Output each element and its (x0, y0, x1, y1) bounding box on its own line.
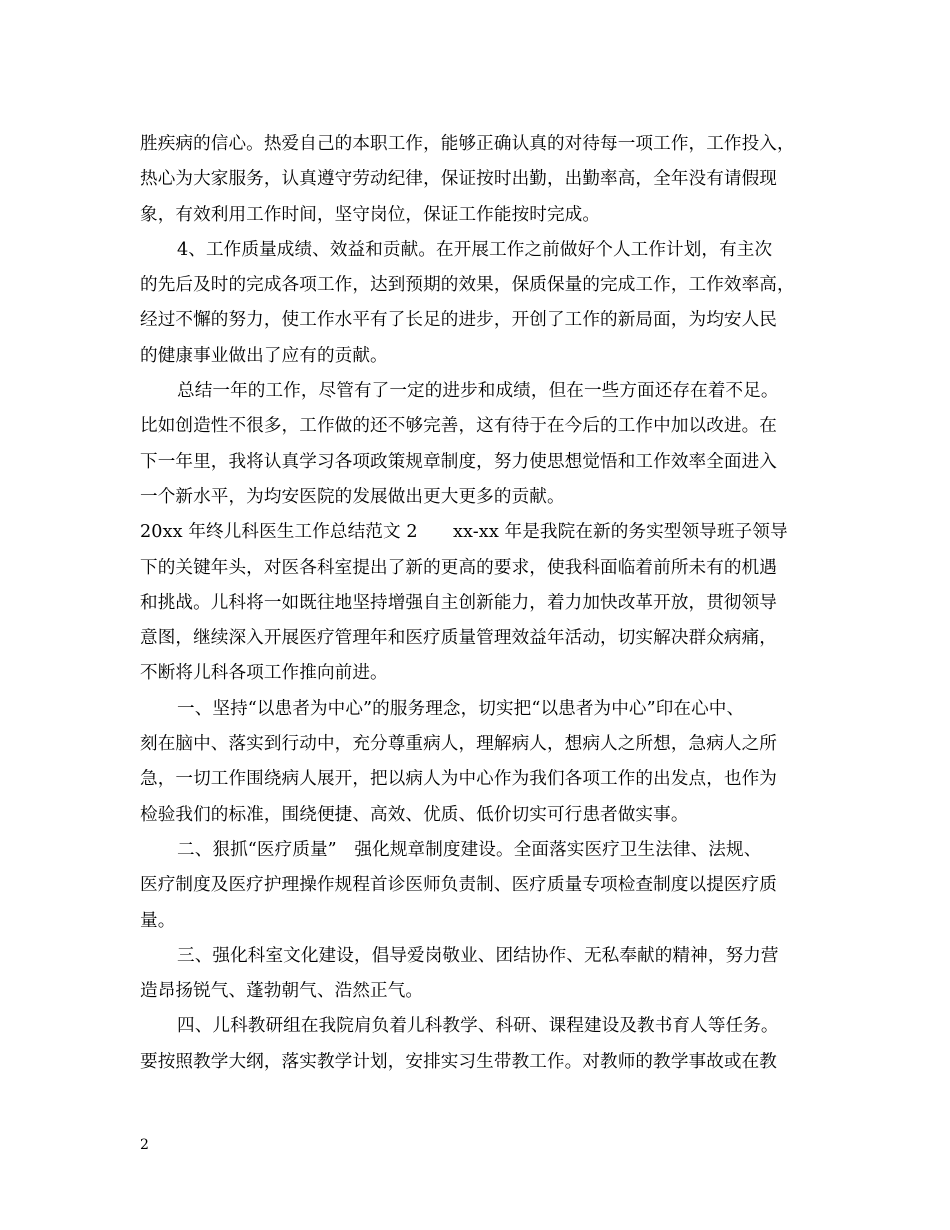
text-line: 热心为大家服务，认真遵守劳动纪律，保证按时出勤，出勤率高，全年没有请假现 (140, 169, 777, 190)
text-line: 意图，继续深入开展医疗管理年和医疗质量管理效益年活动，切实解决群众病痛， (140, 628, 777, 649)
paragraph-start-line: 三、强化科室文化建设，倡导爱岗敬业、团结协作、无私奉献的精神，努力营 (177, 945, 779, 966)
text-line: 下一年里，我将认真学习各项政策规章制度，努力使思想觉悟和工作效率全面进入 (140, 451, 777, 472)
text-line: 刻在脑中、落实到行动中，充分尊重病人，理解病人，想病人之所想，急病人之所 (140, 734, 777, 755)
paragraph-start-line: 四、儿科教研组在我院肩负着儿科教学、科研、课程建设及教书育人等任务。 (177, 1016, 779, 1037)
text-line: 检验我们的标准，围绕便捷、高效、优质、低价切实可行患者做实事。 (140, 804, 689, 825)
text-line: 经过不懈的努力，使工作水平有了长足的进步，开创了工作的新局面，为均安人民 (140, 310, 777, 331)
paragraph-start-line: 二、狠抓“医疗质量” 强化规章制度建设。全面落实医疗卫生法律、法规、 (177, 839, 762, 860)
text-line: 造昂扬锐气、蓬勃朝气、浩然正气。 (140, 981, 424, 1002)
text-line: 量。 (140, 910, 176, 931)
paragraph-start-line: 一、坚持“以患者为中心”的服务理念，切实把“以患者为中心”印在心中、 (177, 698, 745, 719)
text-line: 象，有效利用工作时间，坚守岗位，保证工作能按时完成。 (140, 204, 601, 225)
text-line: 和挑战。儿科将一如既往地坚持增强自主创新能力，着力加快改革开放，贯彻领导 (140, 592, 777, 613)
paragraph-start-line: 4、工作质量成绩、效益和贡献。在开展工作之前做好个人工作计划，有主次 (177, 239, 773, 260)
text-line: 医疗制度及医疗护理操作规程首诊医师负责制、医疗质量专项检查制度以提医疗质 (140, 875, 777, 896)
text-line: 要按照教学大纲，落实教学计划，安排实习生带教工作。对教师的教学事故或在教 (140, 1051, 777, 1072)
text-line: 不断将儿科各项工作推向前进。 (140, 663, 388, 684)
text-line: 的健康事业做出了应有的贡献。 (140, 345, 388, 366)
text-line: 下的关键年头，对医各科室提出了新的更高的要求，使我科面临着前所未有的机遇 (140, 557, 777, 578)
text-line: 胜疾病的信心。热爱自己的本职工作，能够正确认真的对待每一项工作，工作投入， (140, 134, 795, 154)
paragraph-start-line: 总结一年的工作，尽管有了一定的进步和成绩，但在一些方面还存在着不足。 (177, 381, 779, 402)
text-line: 比如创造性不很多，工作做的还不够完善，这有待于在今后的工作中加以改进。在 (140, 416, 777, 437)
text-line: 一个新水平，为均安医院的发展做出更大更多的贡献。 (140, 486, 565, 507)
page-number: 2 (140, 1137, 149, 1153)
text-line: 急，一切工作围绕病人展开，把以病人为中心作为我们各项工作的出发点，也作为 (140, 769, 777, 790)
document-body (140, 127, 820, 1080)
section-title-line: 20xx 年终儿科医生工作总结范文 2 xx-xx 年是我院在新的务实型领导班子领导 (140, 522, 788, 543)
text-line: 的先后及时的完成各项工作，达到预期的效果，保质保量的完成工作，工作效率高， (140, 275, 795, 296)
